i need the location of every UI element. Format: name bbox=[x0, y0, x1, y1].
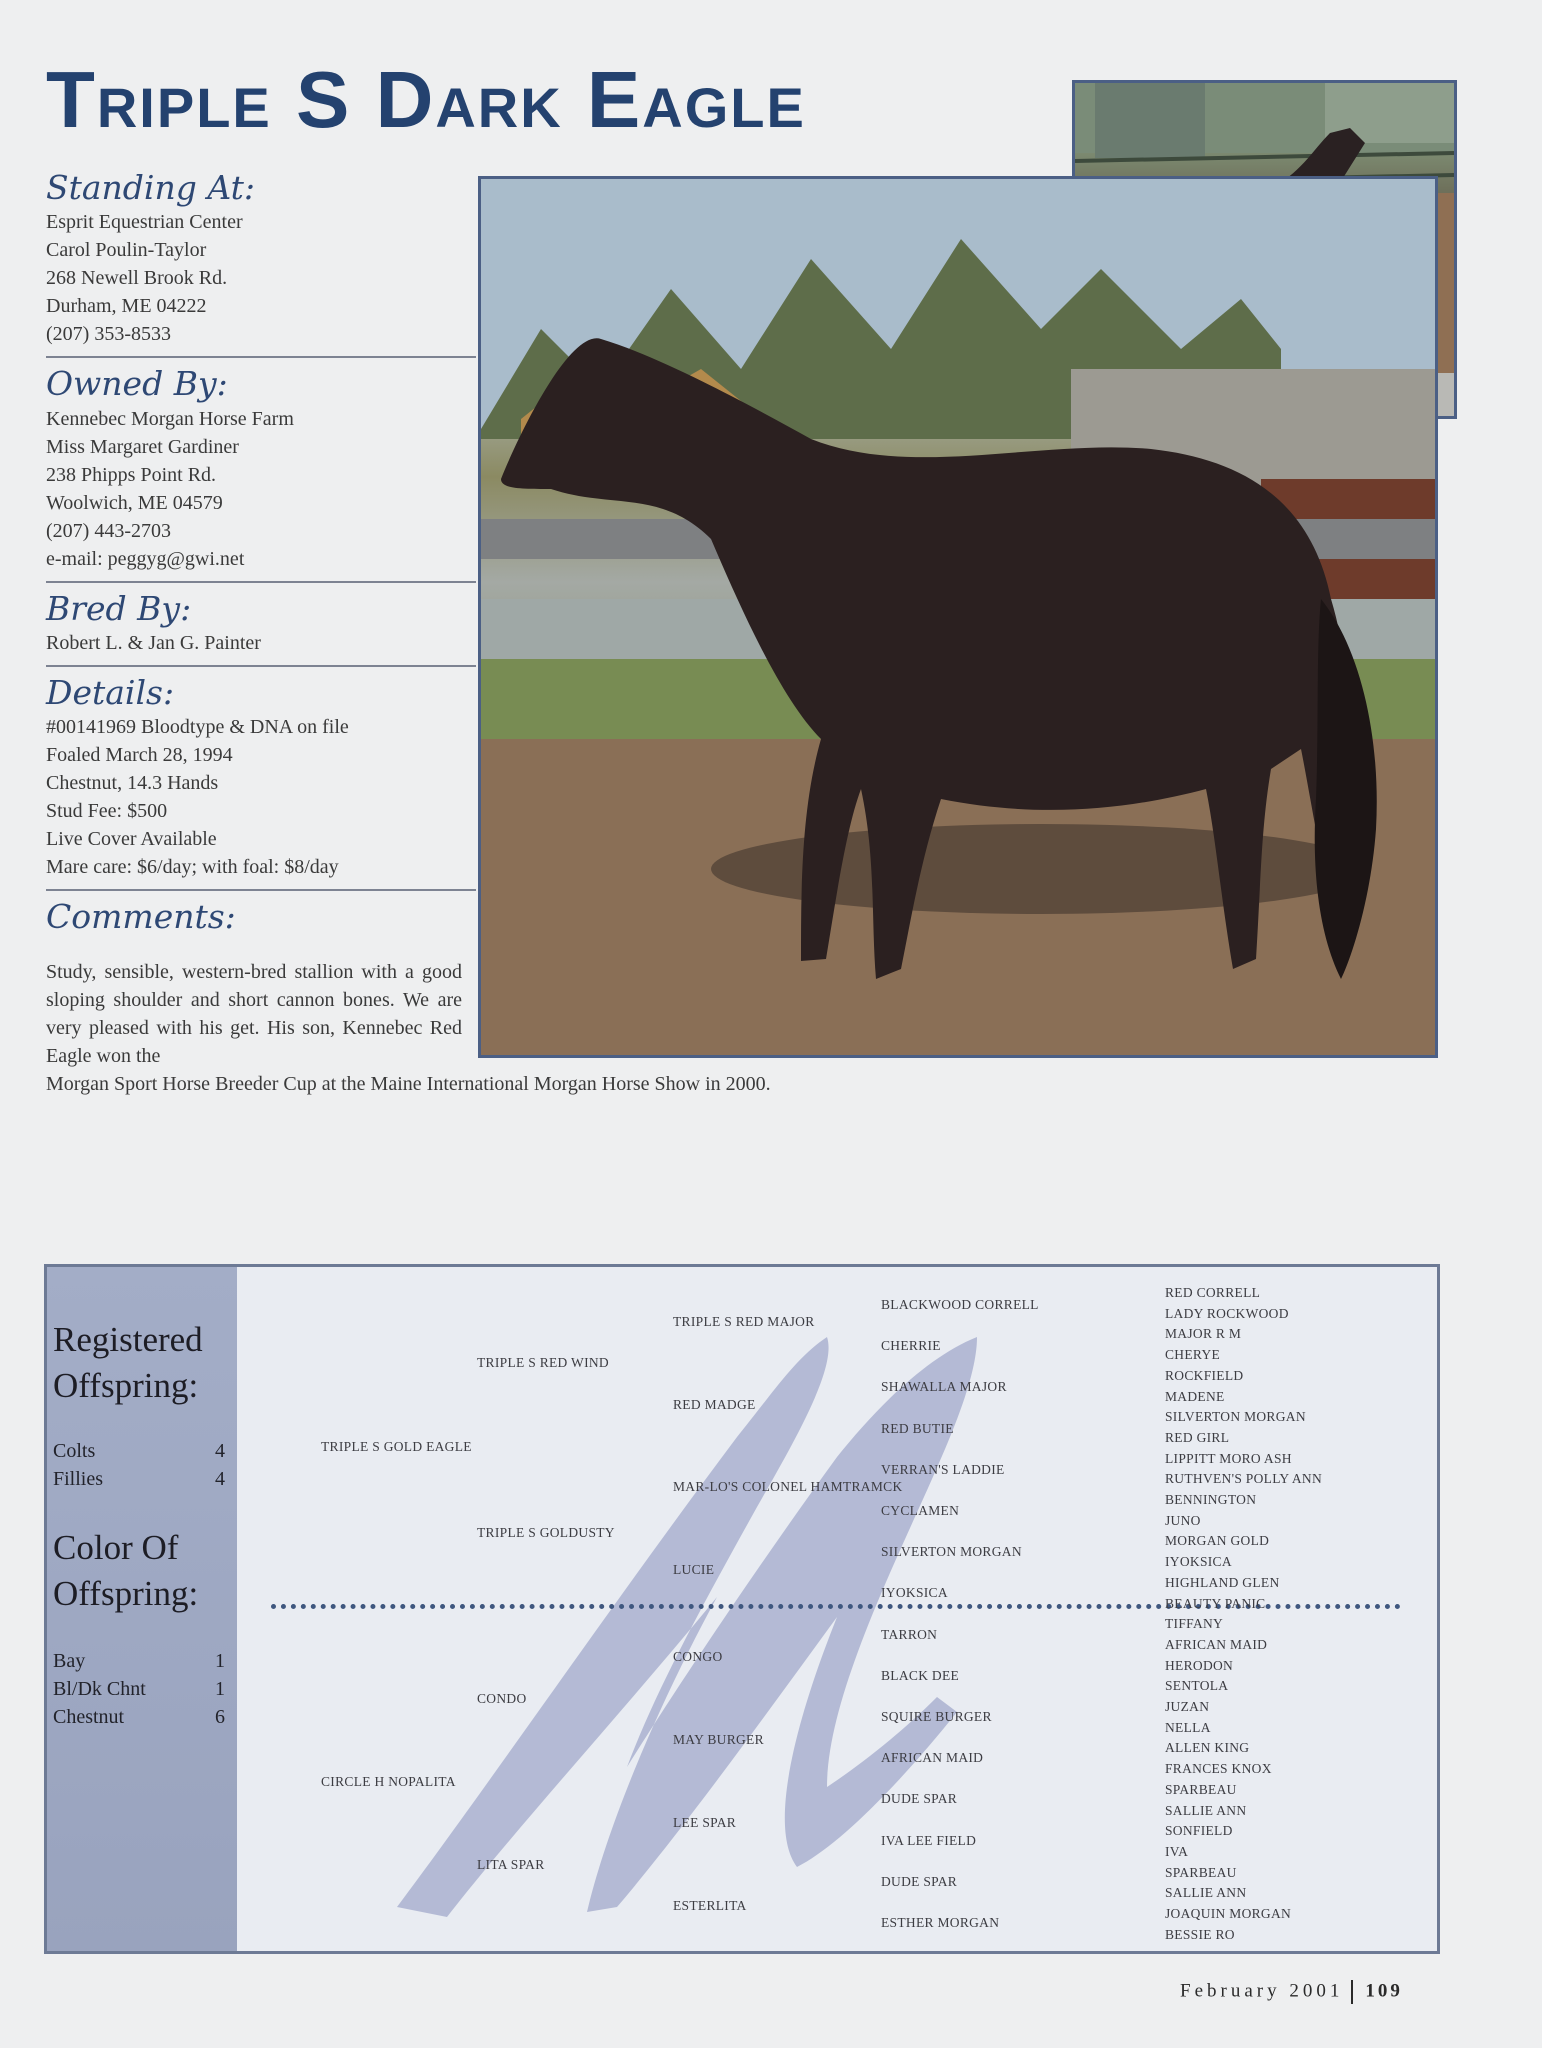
pedigree-name-gen5: TIFFANY bbox=[1165, 1616, 1224, 1632]
pedigree-name-gen1: CIRCLE H NOPALITA bbox=[321, 1774, 456, 1789]
pedigree-name-gen5: IYOKSICA bbox=[1165, 1554, 1232, 1570]
pedigree-name-gen5: HIGHLAND GLEN bbox=[1165, 1574, 1280, 1590]
pedigree-name-gen4: SHAWALLA MAJOR bbox=[881, 1379, 1007, 1395]
pedigree-name-gen5: RED GIRL bbox=[1165, 1429, 1230, 1445]
color-label: Chestnut bbox=[53, 1706, 125, 1728]
pedigree-chart bbox=[237, 1267, 1437, 1951]
owned-by-line: Kennebec Morgan Horse Farm bbox=[46, 407, 294, 430]
color-value: 1 bbox=[215, 1650, 225, 1672]
color-label: Bay bbox=[53, 1650, 86, 1672]
color-value: 6 bbox=[215, 1706, 225, 1728]
pedigree-name-gen3: CONGO bbox=[673, 1649, 723, 1664]
pedigree-name-gen5: BEAUTY PANIC bbox=[1165, 1595, 1266, 1611]
color-label: Bl/Dk Chnt bbox=[53, 1678, 146, 1700]
pedigree-name-gen3: MAR-LO'S COLONEL HAMTRAMCK bbox=[673, 1479, 903, 1494]
comments-text-wrapped: Study, sensible, western-bred stallion with a good sloping shoulder and short cannon bones. We are very pleased with his get. His son, Kennebec Red Eagle won the bbox=[46, 961, 462, 1067]
pedigree-name-gen4: IVA LEE FIELD bbox=[881, 1832, 977, 1848]
standing-at-line: Carol Poulin-Taylor bbox=[46, 239, 207, 262]
pedigree-name-gen5: SILVERTON MORGAN bbox=[1165, 1409, 1306, 1425]
comments-heading: Comments: bbox=[46, 897, 236, 937]
standing-at-line: (207) 353-8533 bbox=[46, 323, 171, 346]
pedigree-name-gen5: IVA bbox=[1165, 1843, 1189, 1859]
color-row bbox=[53, 1675, 225, 1703]
owned-by-line: 238 Phipps Point Rd. bbox=[46, 463, 217, 486]
details-line: Foaled March 28, 1994 bbox=[46, 744, 233, 767]
pedigree-name-gen5: LIPPITT MORO ASH bbox=[1165, 1450, 1292, 1466]
owned-by-section bbox=[46, 366, 476, 582]
pedigree-name-gen4: RED BUTIE bbox=[881, 1420, 954, 1436]
color-row bbox=[53, 1647, 225, 1675]
details-line: #00141969 Bloodtype & DNA on file bbox=[46, 716, 349, 739]
bred-by-line: Robert L. & Jan G. Painter bbox=[46, 631, 261, 654]
pedigree-name-gen5: RED CORRELL bbox=[1165, 1285, 1261, 1300]
owned-by-heading: Owned By: bbox=[46, 364, 228, 404]
page-title: Triple S Dark Eagle bbox=[46, 55, 806, 144]
pedigree-name-gen3: LUCIE bbox=[673, 1562, 715, 1577]
owned-by-line: (207) 443-2703 bbox=[46, 519, 171, 542]
pedigree-name-gen5: SALLIE ANN bbox=[1165, 1802, 1247, 1818]
offspring-value: 4 bbox=[215, 1440, 225, 1462]
comments-body bbox=[46, 958, 1046, 1098]
color-of-offspring-heading: Color Of Offspring: bbox=[53, 1528, 199, 1613]
page-footer bbox=[1180, 1980, 1403, 2004]
offspring-row bbox=[53, 1437, 225, 1465]
info-column bbox=[46, 170, 476, 953]
owner-email[interactable]: e-mail: peggyg@gwi.net bbox=[46, 547, 245, 570]
pedigree-name-gen4: BLACK DEE bbox=[881, 1667, 960, 1683]
pedigree-name-gen5: JUNO bbox=[1165, 1512, 1201, 1528]
offspring-label: Fillies bbox=[53, 1468, 104, 1490]
pedigree-name-gen5: BESSIE RO bbox=[1165, 1926, 1235, 1942]
pedigree-name-gen5: RUTHVEN'S POLLY ANN bbox=[1165, 1471, 1323, 1487]
page-number: 109 bbox=[1365, 1980, 1403, 2002]
pedigree-name-gen5: ALLEN KING bbox=[1165, 1740, 1250, 1756]
pedigree-name-gen5: MADENE bbox=[1165, 1388, 1225, 1404]
details-heading: Details: bbox=[46, 672, 175, 712]
color-value: 1 bbox=[215, 1678, 225, 1700]
pedigree-name-gen5: SPARBEAU bbox=[1165, 1781, 1237, 1797]
footer-divider bbox=[1351, 1980, 1353, 2004]
owned-by-line: Woolwich, ME 04579 bbox=[46, 491, 223, 514]
offspring-row bbox=[53, 1465, 225, 1493]
pedigree-name-gen5: BENNINGTON bbox=[1165, 1492, 1257, 1507]
pedigree-name-gen5: NELLA bbox=[1165, 1719, 1211, 1735]
pedigree-name-gen4: CYCLAMEN bbox=[881, 1503, 960, 1518]
horse-photo-main bbox=[478, 176, 1438, 1058]
pedigree-name-gen4: BLACKWOOD CORRELL bbox=[881, 1297, 1039, 1312]
bred-by-section bbox=[46, 588, 476, 667]
pedigree-name-gen5: AFRICAN MAID bbox=[1165, 1636, 1268, 1652]
details-line: Stud Fee: $500 bbox=[46, 800, 168, 823]
pedigree-name-gen2: TRIPLE S RED WIND bbox=[477, 1355, 609, 1370]
offspring-panel bbox=[47, 1267, 237, 1951]
offspring-label: Colts bbox=[53, 1440, 96, 1462]
pedigree-name-gen5: SENTOLA bbox=[1165, 1678, 1229, 1694]
standing-at-section bbox=[46, 170, 476, 358]
pedigree-name-gen3: LEE SPAR bbox=[673, 1815, 737, 1830]
pedigree-name-gen5: JUZAN bbox=[1165, 1699, 1210, 1714]
details-line: Live Cover Available bbox=[46, 828, 217, 851]
details-line: Chestnut, 14.3 Hands bbox=[46, 772, 219, 795]
pedigree-name-gen3: ESTERLITA bbox=[673, 1898, 747, 1913]
owned-by-line: Miss Margaret Gardiner bbox=[46, 435, 239, 458]
pedigree-name-gen4: AFRICAN MAID bbox=[881, 1750, 984, 1766]
details-line: Mare care: $6/day; with foal: $8/day bbox=[46, 856, 339, 879]
pedigree-name-gen4: SQUIRE BURGER bbox=[881, 1709, 992, 1724]
pedigree-name-gen5: SPARBEAU bbox=[1165, 1864, 1237, 1880]
standing-at-line: Esprit Equestrian Center bbox=[46, 211, 243, 234]
standing-at-line: Durham, ME 04222 bbox=[46, 295, 207, 318]
pedigree-name-gen4: ESTHER MORGAN bbox=[881, 1915, 1000, 1930]
pedigree-name-gen5: CHERYE bbox=[1165, 1347, 1221, 1363]
pedigree-name-gen4: DUDE SPAR bbox=[881, 1873, 958, 1889]
pedigree-name-gen5: SONFIELD bbox=[1165, 1823, 1233, 1839]
pedigree-name-gen5: FRANCES KNOX bbox=[1165, 1761, 1272, 1777]
color-row bbox=[53, 1703, 225, 1731]
bred-by-heading: Bred By: bbox=[46, 588, 192, 628]
pedigree-name-gen4: TARRON bbox=[881, 1626, 938, 1642]
pedigree-name-gen3: TRIPLE S RED MAJOR bbox=[673, 1314, 815, 1329]
pedigree-name-gen5: ROCKFIELD bbox=[1165, 1367, 1244, 1383]
pedigree-name-gen5: SALLIE ANN bbox=[1165, 1885, 1247, 1901]
pedigree-name-gen2: LITA SPAR bbox=[477, 1857, 545, 1872]
pedigree-name-gen5: JOAQUIN MORGAN bbox=[1165, 1906, 1292, 1921]
pedigree-name-gen2: TRIPLE S GOLDUSTY bbox=[477, 1525, 615, 1540]
pedigree-box bbox=[44, 1264, 1440, 1954]
pedigree-name-gen2: CONDO bbox=[477, 1691, 527, 1706]
registered-offspring-heading: Registered Offspring: bbox=[53, 1320, 203, 1405]
pedigree-name-gen5: MORGAN GOLD bbox=[1165, 1533, 1270, 1549]
pedigree-name-gen4: DUDE SPAR bbox=[881, 1791, 958, 1807]
pedigree-name-gen4: CHERRIE bbox=[881, 1338, 941, 1354]
comments-text-full: Morgan Sport Horse Breeder Cup at the Maine International Morgan Horse Show in 2000. bbox=[46, 1073, 771, 1095]
standing-at-line: 268 Newell Brook Rd. bbox=[46, 267, 228, 290]
offspring-value: 4 bbox=[215, 1468, 225, 1490]
issue-date: February 2001 bbox=[1180, 1980, 1344, 2002]
pedigree-name-gen4: VERRAN'S LADDIE bbox=[881, 1461, 1005, 1477]
standing-at-heading: Standing At: bbox=[46, 168, 255, 207]
details-section bbox=[46, 672, 476, 891]
pedigree-name-gen5: LADY ROCKWOOD bbox=[1165, 1305, 1289, 1321]
pedigree-name-gen4: SILVERTON MORGAN bbox=[881, 1544, 1022, 1560]
pedigree-name-gen5: MAJOR R M bbox=[1165, 1326, 1242, 1342]
pedigree-name-gen4: IYOKSICA bbox=[881, 1585, 948, 1601]
pedigree-name-gen1: TRIPLE S GOLD EAGLE bbox=[321, 1439, 472, 1454]
pedigree-name-gen5: HERODON bbox=[1165, 1657, 1234, 1673]
pedigree-name-gen3: RED MADGE bbox=[673, 1397, 756, 1412]
pedigree-name-gen3: MAY BURGER bbox=[673, 1732, 764, 1747]
comments-section bbox=[46, 899, 476, 945]
